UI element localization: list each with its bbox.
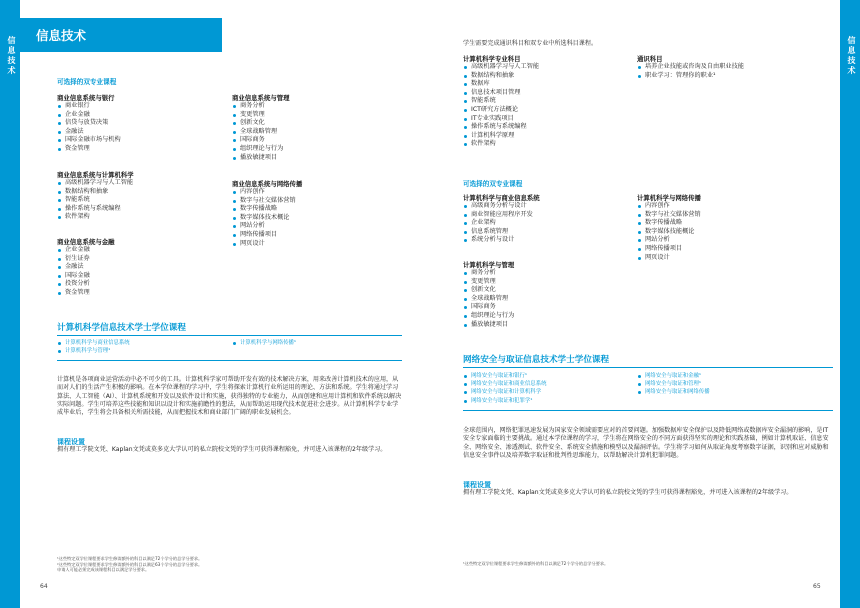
setup-text: 拥有理工学院文凭、Kaplan文凭或莫多克大学认可的私立院校文凭的学生可获得课程豁免，并可进入该课程的2年级学习。 <box>463 489 793 496</box>
list-item: 商务分析 <box>463 269 633 278</box>
divider <box>57 335 402 336</box>
list-item: 播放敏捷项目 <box>463 321 633 330</box>
group-banking <box>57 93 217 154</box>
list-item: 全球战略管理 <box>232 128 402 137</box>
list-item: 变更管理 <box>463 278 633 287</box>
cs-list <box>463 63 623 149</box>
group-heading: 商业信息系统与金融 <box>57 238 115 246</box>
degree-link[interactable]: 网络安全与取证和银行¹ <box>463 372 633 380</box>
list-item: 数字与社交媒体营销 <box>232 197 402 206</box>
degree-link[interactable]: 网络安全与取证和犯罪学¹ <box>463 397 633 405</box>
group-list <box>232 102 402 162</box>
optional-heading-left: 可选择的双专业课程 <box>57 78 117 86</box>
list-item: 高级机器学习与人工智能 <box>463 63 623 72</box>
list-item: 国际金融市场与机构 <box>57 136 217 145</box>
list-item: 软件架构 <box>57 213 227 222</box>
list-item: 计算机科学原理 <box>463 132 623 141</box>
degree-link[interactable]: 计算机科学与管理¹ <box>57 347 227 355</box>
list-item: 智能系统 <box>463 97 623 106</box>
list-item: 商业银行 <box>57 102 217 111</box>
list-item: 操作系统与系统编程 <box>57 205 227 214</box>
list-item: 系统分析与设计 <box>463 236 633 245</box>
list-item: 高级商务分析与设计 <box>463 202 633 211</box>
page-number: 65 <box>813 583 821 590</box>
list-item: 网页设计 <box>637 254 817 263</box>
list-item: 金融法 <box>57 263 227 272</box>
group-list <box>232 188 402 248</box>
list-item: 资金管理 <box>57 289 227 298</box>
list-item: 国际商务 <box>232 136 402 145</box>
list-item: 高级机器学习与人工智能 <box>57 179 227 188</box>
side-label-right: 信息技术 <box>847 36 856 76</box>
list-item: 数据库 <box>463 80 623 89</box>
group-list <box>57 246 227 298</box>
group-heading: 商业信息系统与计算机科学 <box>57 171 134 179</box>
group-computer-science <box>57 170 227 222</box>
list-item: 国际金融 <box>57 272 227 281</box>
list-item: 软件架构 <box>463 140 623 149</box>
list-item: 培养企业技能或咨询及自由职业技能 <box>637 63 817 72</box>
list-item: 内容创作 <box>232 188 402 197</box>
list-item: 职业学习：管理你的职业¹ <box>637 72 817 81</box>
list-item: 网页设计 <box>232 240 402 249</box>
group-heading: 商业信息系统与管理 <box>232 94 290 102</box>
footnote: 申请人可能必须完成该课程科目以满足学分要求。 <box>57 567 150 573</box>
degree-link[interactable]: 网络安全与取证和计算机科学 <box>463 388 633 396</box>
degree-links-right-col <box>637 372 817 397</box>
list-item: 商业智能应用程序开发 <box>463 211 633 220</box>
list-item: 网络传播项目 <box>232 231 402 240</box>
intro-paragraph: 全球范围内，网络犯罪迅速发展为国家安全领域需要应对的首要问题。加强数据库安全保护以及降低网络或数据库安全漏洞的影响，是IT安全专家面临的主要挑战。通过本学位课程的学习，学生将在网络安全的不同方面获得坚实的理论和实践基础，例如计算机取证、信息安全、网络安全、渗透测试、软件安全、系统安全措施和模型以及漏洞评估。学生将学习如何从取证角度考察数字证据，识别和应对威胁和信息安全事件以及培养数字取证和批判性思维能力，以帮助解决计算机犯罪问题。 <box>463 427 829 459</box>
list-item: 数字与社交媒体营销 <box>637 211 817 220</box>
general-list <box>637 63 817 80</box>
list-item: 网络传播项目 <box>637 245 817 254</box>
list-item: 创新文化 <box>463 286 633 295</box>
list-item: 衍生证券 <box>57 255 227 264</box>
list-item: 数字传播战略 <box>232 205 402 214</box>
degree-link[interactable]: 计算机科学与商业信息系统 <box>57 339 227 347</box>
right-page <box>430 0 860 608</box>
group-cs-management <box>463 260 633 329</box>
list-item: ICT研究方法概论 <box>463 106 623 115</box>
degree-links-left-col <box>463 372 633 405</box>
list-item: 数据结构和抽象 <box>463 72 623 81</box>
list-item: 数据结构和抽象 <box>57 188 227 197</box>
group-heading: 计算机科学与网络传播 <box>637 194 701 202</box>
degree-links-right <box>232 339 402 347</box>
degree-link[interactable]: 网络安全与取证和管理¹ <box>637 380 817 388</box>
list-item: 投资分析 <box>57 280 227 289</box>
degree-title-left: 计算机科学信息技术学士学位课程 <box>57 323 186 333</box>
group-list <box>463 269 633 329</box>
list-item: 数字传播战略 <box>637 219 817 228</box>
list-item: 组织理论与行为 <box>463 312 633 321</box>
degree-link[interactable]: 计算机科学与网络传播¹ <box>232 339 402 347</box>
group-list <box>57 179 227 222</box>
list-item: 全球战略管理 <box>463 295 633 304</box>
footnotes <box>57 556 402 573</box>
setup-text: 拥有理工学院文凭、Kaplan文凭或莫多克大学认可的私立院校文凭的学生可获得课程豁免，并可进入该课程的2年级学习。 <box>57 446 387 453</box>
list-item: 操作系统与系统编程 <box>463 123 623 132</box>
group-heading: 商业信息系统与银行 <box>57 94 115 102</box>
group-cs-bis <box>463 193 633 245</box>
group-management <box>232 93 402 162</box>
list-item: 商务分析 <box>232 102 402 111</box>
list-item: 网站分析 <box>232 222 402 231</box>
cs-heading: 计算机科学专业科目 <box>463 55 521 63</box>
degree-link[interactable]: 网络安全与取证和金融¹ <box>637 372 817 380</box>
list-item: 企业金融 <box>57 111 217 120</box>
footnote: ²这些特定双学位课程要求学生修读额外的科目以满足63个学分的总学分要求。 <box>57 561 203 567</box>
side-strip-right <box>840 0 860 608</box>
footnote: ¹这些特定双学位课程要求学生修读额外的科目以满足72个学分的总学分要求。 <box>57 556 203 561</box>
setup-heading: 课程设置 <box>57 438 85 446</box>
degree-title-right: 网络安全与取证信息技术学士学位课程 <box>463 355 610 365</box>
group-list <box>57 102 217 154</box>
top-line: 学生需要完成通识科目和双专业中所选科目课程。 <box>463 40 598 47</box>
list-item: 播放敏捷项目 <box>232 154 402 163</box>
general-subjects <box>637 54 817 80</box>
list-item: 企业架构 <box>463 219 633 228</box>
group-cs-web <box>637 193 817 262</box>
footnote: ¹这些特定双学位课程要求学生修读额外的科目以满足72个学分的总学分要求。 <box>463 561 609 566</box>
list-item: 国际商务 <box>463 303 633 312</box>
list-item: 内容创作 <box>637 202 817 211</box>
list-item: 信息系统管理 <box>463 228 633 237</box>
list-item: 网站分析 <box>637 236 817 245</box>
group-web-communication <box>232 179 402 248</box>
list-item: 数字媒体技术概论 <box>232 214 402 223</box>
list-item: 金融法 <box>57 128 217 137</box>
list-item: 变更管理 <box>232 111 402 120</box>
degree-link[interactable]: 网络安全与取证和商业信息系统 <box>463 380 633 388</box>
list-item: 资金管理 <box>57 145 217 154</box>
list-item: 企业金融 <box>57 246 227 255</box>
degree-link[interactable]: 网络安全与取证和网络传播 <box>637 388 817 396</box>
group-list <box>463 202 633 245</box>
list-item: 智能系统 <box>57 196 227 205</box>
list-item: 组织理论与行为 <box>232 145 402 154</box>
list-item: 信贷与放贷决策 <box>57 119 217 128</box>
intro-paragraph: 计算机是各项商业运营活动中必不可少的工具。计算机科学家可帮助开发有效的技术解决方案，用来改善计算机技术的应用，从而对人们的生活产生积极的影响。在本学位课程的学习中，学生将探索计算机行业所运用的理论、方法和系统。学生将通过学习算法、人工智能（AI）、计算机系统和开发以及软件设计和实施，获得独特的专业能力，从而创建和应用计算机和软件系统以解决实际问题。学生可培养这些技能和知识以设计和实施前瞻性的想法，从而帮助运用现代技术促进社会进步。从计算机科学专业学成毕业后，学生将会具备相关所需技能，从而把握技术和商业部门广阔的职业发展机会。 <box>57 376 402 417</box>
group-heading: 计算机科学与管理 <box>463 261 515 269</box>
group-heading: 计算机科学与商业信息系统 <box>463 194 540 202</box>
optional-heading-right: 可选择的双专业课程 <box>463 180 523 188</box>
setup-heading: 课程设置 <box>463 481 491 489</box>
divider <box>57 360 402 361</box>
list-item: 创新文化 <box>232 119 402 128</box>
side-strip-left <box>0 0 20 608</box>
degree-links-left <box>57 339 227 355</box>
page-number: 64 <box>40 583 48 590</box>
group-list <box>637 202 817 262</box>
page-title: 信息技术 <box>20 18 222 52</box>
general-heading: 通识科目 <box>637 55 663 63</box>
divider <box>463 367 833 368</box>
list-item: 数字媒体技能概论 <box>637 228 817 237</box>
list-item: 信息技术项目管理 <box>463 89 623 98</box>
group-finance <box>57 237 227 298</box>
divider <box>463 410 833 411</box>
side-label-left: 信息技术 <box>7 36 16 76</box>
cs-subjects <box>463 54 623 149</box>
group-heading: 商业信息系统与网络传播 <box>232 180 303 188</box>
list-item: IT专业实践项目 <box>463 115 623 124</box>
